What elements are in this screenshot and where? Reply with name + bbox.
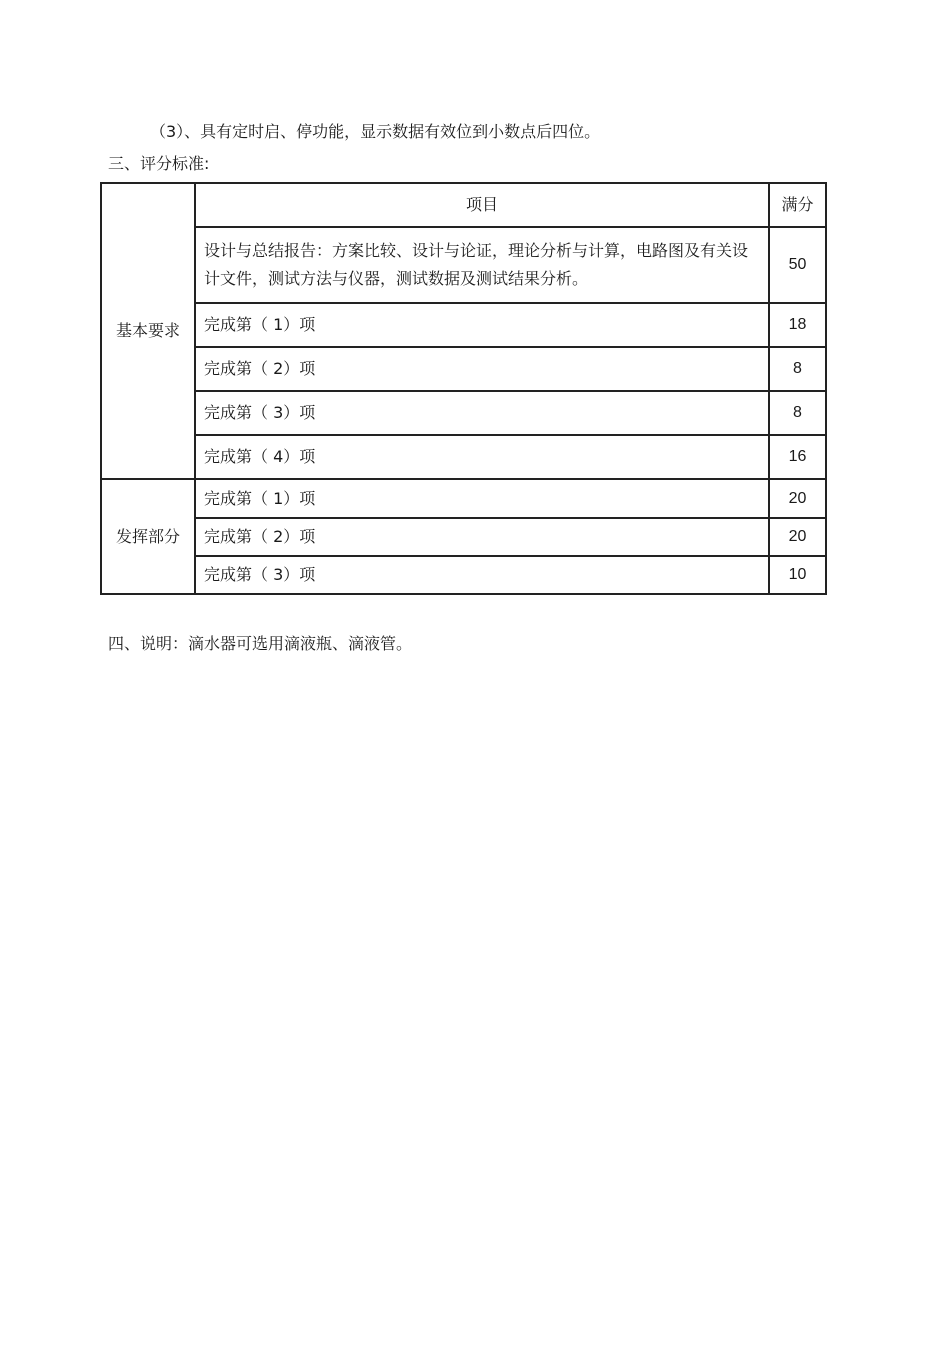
basic-row-item: 设计与总结报告：方案比较、设计与论证，理论分析与计算，电路图及有关设计文件，测试方法与仪器，测试数据及测试结果分析。: [204, 241, 749, 288]
extra-row-score: 20: [788, 489, 807, 507]
basic-row-score: 16: [788, 448, 807, 465]
extra-row-score: 10: [788, 566, 807, 583]
header-score: 满分: [781, 195, 814, 214]
section-4-note: 四、说明：滴水器可选用滴液瓶、滴液管。: [108, 634, 413, 653]
header-item: 项目: [465, 195, 498, 214]
basic-row-item: 完成第（ 2）项: [204, 359, 316, 378]
basic-row-item: 完成第（ 1）项: [204, 315, 316, 334]
group-label-extra: 发挥部分: [115, 526, 180, 546]
basic-row-score: 8: [793, 404, 802, 421]
basic-row-score: 8: [793, 360, 802, 377]
section-3-title: 三、评分标准:: [108, 154, 210, 173]
extra-row-item: 完成第（ 1）项: [204, 488, 316, 508]
extra-row-score: 20: [788, 528, 807, 545]
group-label-basic: 基本要求: [115, 321, 180, 340]
basic-row-score: 50: [788, 256, 807, 273]
basic-row-score: 18: [788, 316, 807, 333]
extra-row-item: 完成第（ 2）项: [204, 527, 316, 546]
basic-row-item: 完成第（ 4）项: [204, 447, 316, 466]
requirement-3-text: （3）、具有定时启、停功能，显示数据有效位到小数点后四位。: [150, 122, 601, 141]
scoring-table: [100, 182, 827, 595]
extra-row-item: 完成第（ 3）项: [204, 565, 316, 584]
basic-row-item: 完成第（ 3）项: [204, 403, 316, 422]
